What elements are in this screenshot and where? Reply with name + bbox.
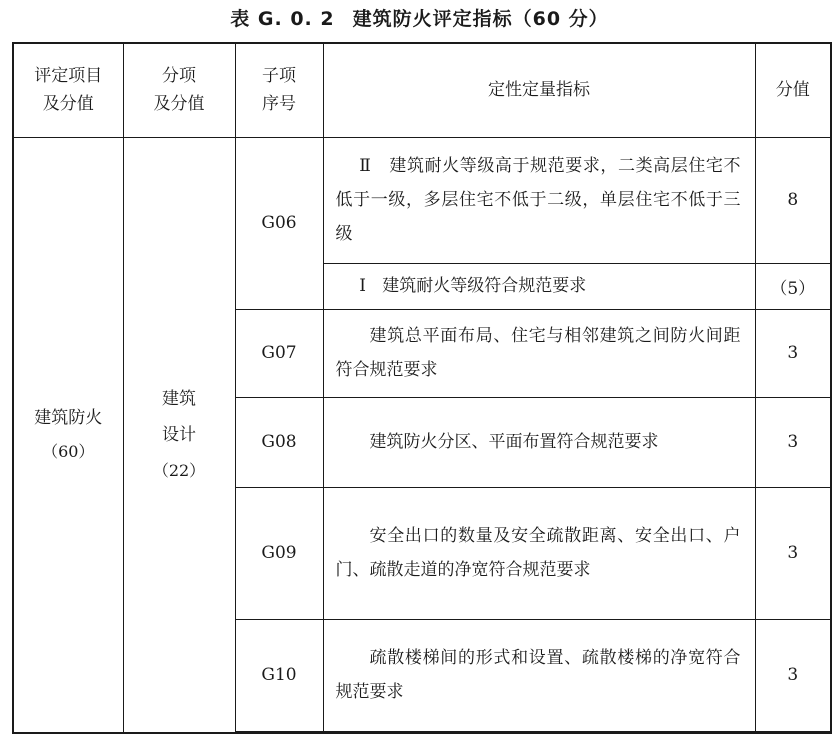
subitem-line1: 建筑 [162, 388, 196, 409]
subitem-line2: 设计 [162, 424, 196, 445]
row-code: G10 [235, 619, 323, 731]
evaluation-item-cell [13, 137, 123, 733]
table-title: 建筑防火评定指标（60 分） [352, 8, 609, 30]
row-code: G09 [235, 487, 323, 619]
indicator-text: 疏散楼梯间的形式和设置、疏散楼梯的净宽符合规范要求 [323, 619, 755, 731]
evaluation-item-points: （60） [42, 441, 95, 461]
indicator-body: 建筑耐火等级高于规范要求，二类高层住宅不低于一级，多层住宅不低于二级，单层住宅不低于三级 [335, 156, 741, 244]
indicator-text: 安全出口的数量及安全疏散距离、安全出口、户门、疏散走道的净宽符合规范要求 [323, 487, 755, 619]
row-score: 3 [755, 309, 831, 397]
row-code: G07 [235, 309, 323, 397]
header-row [13, 43, 831, 137]
subitem-points: （22） [152, 460, 206, 480]
row-score: 8 [755, 137, 831, 263]
indicator-text: 建筑防火分区、平面布置符合规范要求 [323, 397, 755, 487]
header-score: 分值 [755, 43, 831, 137]
table-row [13, 137, 831, 263]
row-score: （5） [755, 263, 831, 309]
indicator-text: 建筑总平面布局、住宅与相邻建筑之间防火间距符合规范要求 [323, 309, 755, 397]
header-indicator: 定性定量指标 [323, 43, 755, 137]
evaluation-item-name: 建筑防火 [34, 407, 103, 428]
header-no-line1: 子项 [262, 66, 296, 87]
row-score: 3 [755, 487, 831, 619]
grade-marker: Ⅱ [359, 156, 372, 176]
header-evaluation-item [13, 43, 123, 137]
indicator-body: 建筑耐火等级符合规范要求 [382, 276, 587, 296]
fire-protection-evaluation-table [12, 42, 832, 734]
table-caption [0, 4, 839, 34]
indicator-text [323, 263, 755, 309]
header-subitem-number [235, 43, 323, 137]
header-sub-line1: 分项 [162, 66, 196, 87]
table-number: 表 G. 0. 2 [230, 8, 335, 30]
grade-marker: Ⅰ [359, 276, 367, 296]
row-code: G06 [235, 137, 323, 309]
subitem-cell [123, 137, 235, 733]
header-no-line2: 序号 [262, 94, 296, 115]
row-score: 3 [755, 397, 831, 487]
header-subitem [123, 43, 235, 137]
row-code: G08 [235, 397, 323, 487]
header-sub-line2: 及分值 [153, 94, 205, 115]
header-item-line1: 评定项目 [34, 66, 103, 87]
row-score: 3 [755, 619, 831, 731]
header-item-line2: 及分值 [42, 94, 94, 115]
indicator-text [323, 137, 755, 263]
